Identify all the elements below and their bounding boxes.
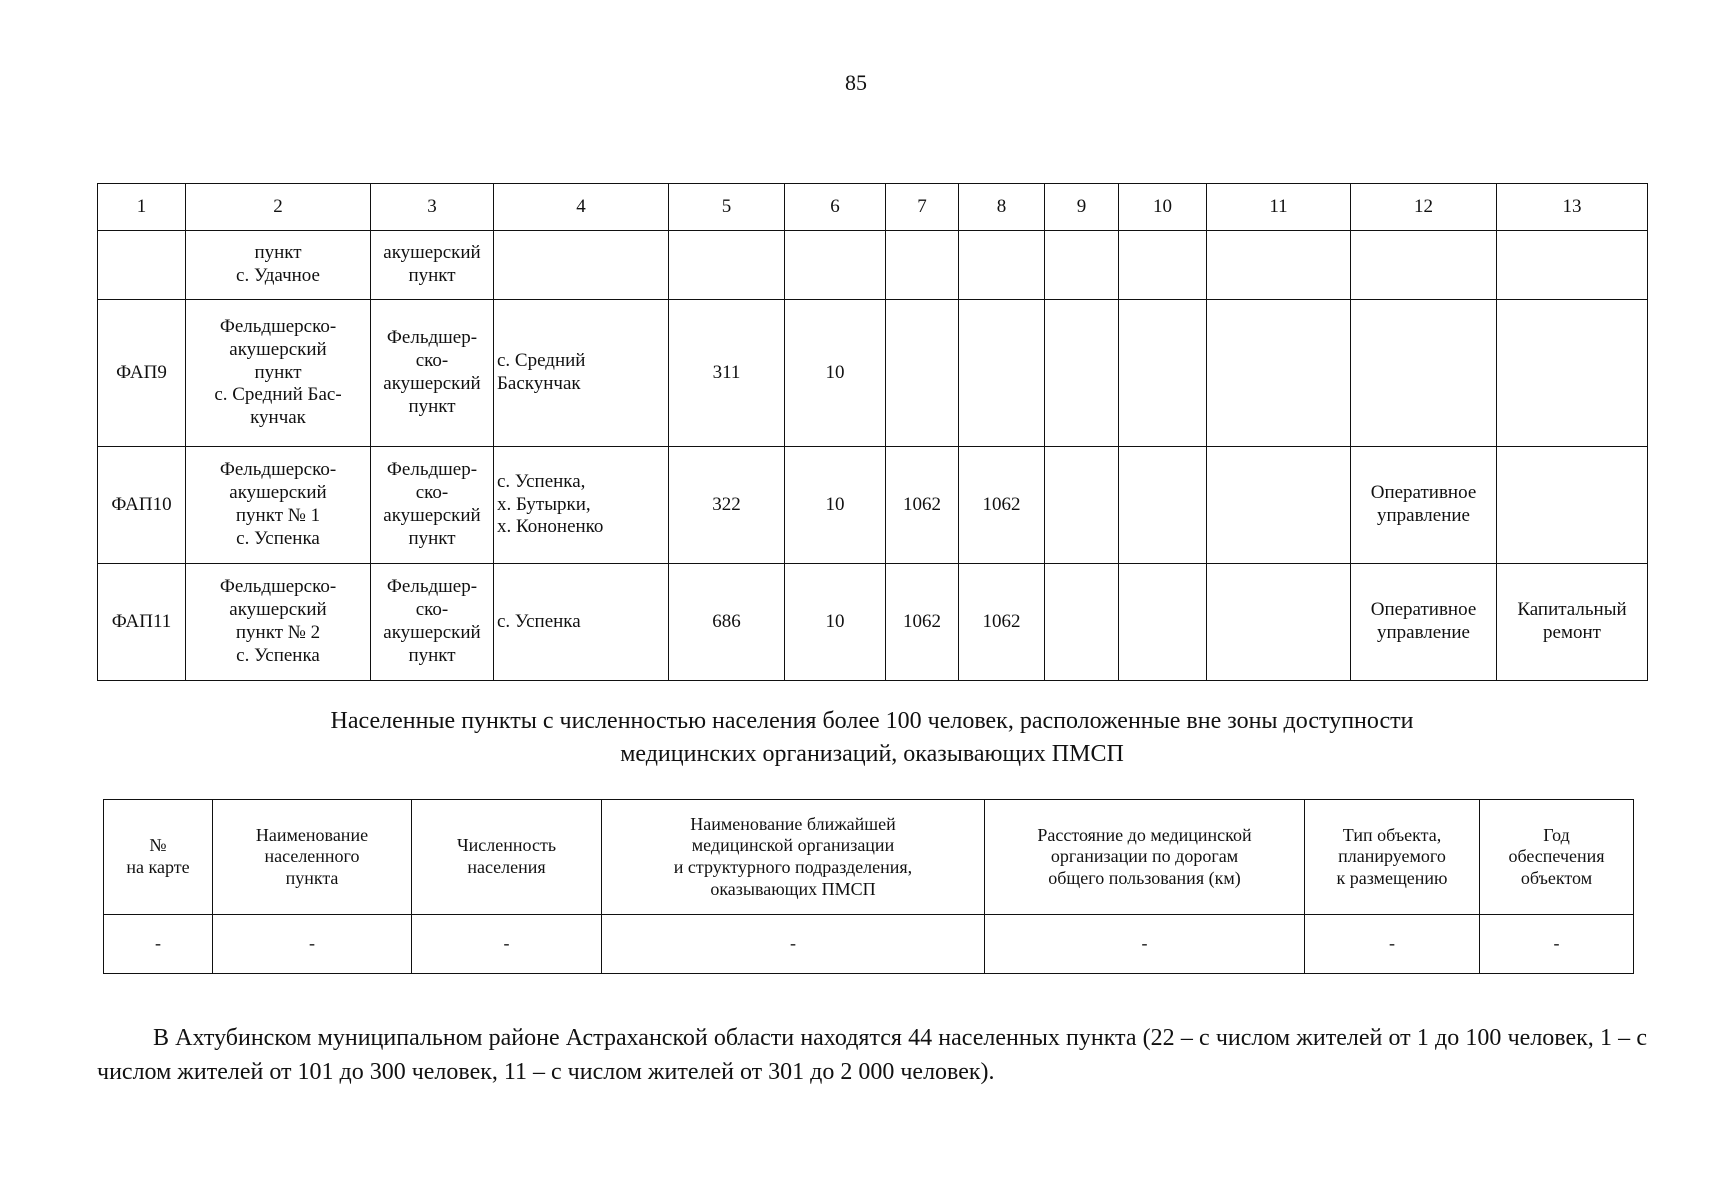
column-number: 13 [1497,184,1648,231]
table-cell: - [104,915,213,974]
facility-name: Фельдшерско- акушерский пункт № 1 с. Успенка [186,447,371,564]
column-number-row [98,184,1648,231]
column-number: 11 [1207,184,1351,231]
served-settlements: с. Успенка [494,564,669,681]
column-number: 4 [494,184,669,231]
cell-col8 [959,300,1045,447]
cell-col8: 1062 [959,447,1045,564]
facility-type: Фельдшер- ско- акушерский пункт [371,564,494,681]
cell-col5: 322 [669,447,785,564]
column-number: 3 [371,184,494,231]
out-of-reach-settlements-table [103,799,1634,974]
cell-col8 [959,231,1045,300]
served-settlements: с. Успенка, х. Бутырки, х. Кононенко [494,447,669,564]
header-year: Год обеспечения объектом [1480,800,1634,915]
cell-col13 [1497,231,1648,300]
facility-name: пункт с. Удачное [186,231,371,300]
facility-code: ФАП11 [98,564,186,681]
cell-col13 [1497,447,1648,564]
column-number: 1 [98,184,186,231]
header-object-type: Тип объекта, планируемого к размещению [1305,800,1480,915]
cell-col13 [1497,300,1648,447]
column-number: 6 [785,184,886,231]
table-cell: - [1305,915,1480,974]
table-row [98,300,1648,447]
cell-col5: 686 [669,564,785,681]
cell-col10 [1119,300,1207,447]
facility-name: Фельдшерско- акушерский пункт № 2 с. Успенка [186,564,371,681]
header-nearest-organization: Наименование ближайшей медицинской организации и структурного подразделения, оказывающих ПМСП [602,800,985,915]
column-number: 9 [1045,184,1119,231]
cell-col12 [1351,300,1497,447]
facility-name: Фельдшерско- акушерский пункт с. Средний Бас- кунчак [186,300,371,447]
cell-col10 [1119,564,1207,681]
facility-type: Фельдшер- ско- акушерский пункт [371,300,494,447]
facilities-table [97,183,1648,681]
cell-col11 [1207,231,1351,300]
cell-col9 [1045,231,1119,300]
facility-type: акушерский пункт [371,231,494,300]
cell-col7: 1062 [886,447,959,564]
cell-col8: 1062 [959,564,1045,681]
cell-col9 [1045,564,1119,681]
column-number: 7 [886,184,959,231]
header-map-number: № на карте [104,800,213,915]
header-population: Численность населения [412,800,602,915]
cell-col11 [1207,447,1351,564]
cell-col5: 311 [669,300,785,447]
cell-col12 [1351,231,1497,300]
cell-col7 [886,300,959,447]
cell-col10 [1119,447,1207,564]
cell-col6 [785,231,886,300]
table-row [104,915,1634,974]
served-settlements: с. Средний Баскунчак [494,300,669,447]
table-cell: - [602,915,985,974]
facility-code: ФАП9 [98,300,186,447]
served-settlements [494,231,669,300]
cell-col7 [886,231,959,300]
column-number: 2 [186,184,371,231]
header-settlement-name: Наименование населенного пункта [213,800,412,915]
facility-type: Фельдшер- ско- акушерский пункт [371,447,494,564]
header-distance: Расстояние до медицинской организации по дорогам общего пользования (км) [985,800,1305,915]
column-number: 5 [669,184,785,231]
section-title: Населенные пункты с численностью населения более 100 человек, расположенные вне зоны доступности медицинских организаций, оказывающих ПМСП [330,708,1414,767]
column-number: 10 [1119,184,1207,231]
table-cell: - [1480,915,1634,974]
cell-col6: 10 [785,300,886,447]
cell-col6: 10 [785,564,886,681]
summary-paragraph: В Ахтубинском муниципальном районе Астраханской области находятся 44 населенных пункта (22 – с числом жителей от 1 до 100 человек, 1 – с числом жителей от 101 до 300 человек, 11 – с числом жителей от 301 до 2 000 человек). [97,1025,1647,1085]
cell-col5 [669,231,785,300]
table-row [98,564,1648,681]
table-cell: - [985,915,1305,974]
cell-col12: Оперативное управление [1351,564,1497,681]
cell-col6: 10 [785,447,886,564]
cell-col9 [1045,447,1119,564]
header-row [104,800,1634,915]
facility-code: ФАП10 [98,447,186,564]
cell-col12: Оперативное управление [1351,447,1497,564]
cell-col9 [1045,300,1119,447]
table-cell: - [213,915,412,974]
cell-col11 [1207,564,1351,681]
table-row [98,231,1648,300]
cell-col11 [1207,300,1351,447]
page-number: 85 [845,70,867,95]
table-row [98,447,1648,564]
cell-col10 [1119,231,1207,300]
cell-col13: Капитальный ремонт [1497,564,1648,681]
cell-col7: 1062 [886,564,959,681]
facility-code [98,231,186,300]
table-cell: - [412,915,602,974]
column-number: 8 [959,184,1045,231]
column-number: 12 [1351,184,1497,231]
